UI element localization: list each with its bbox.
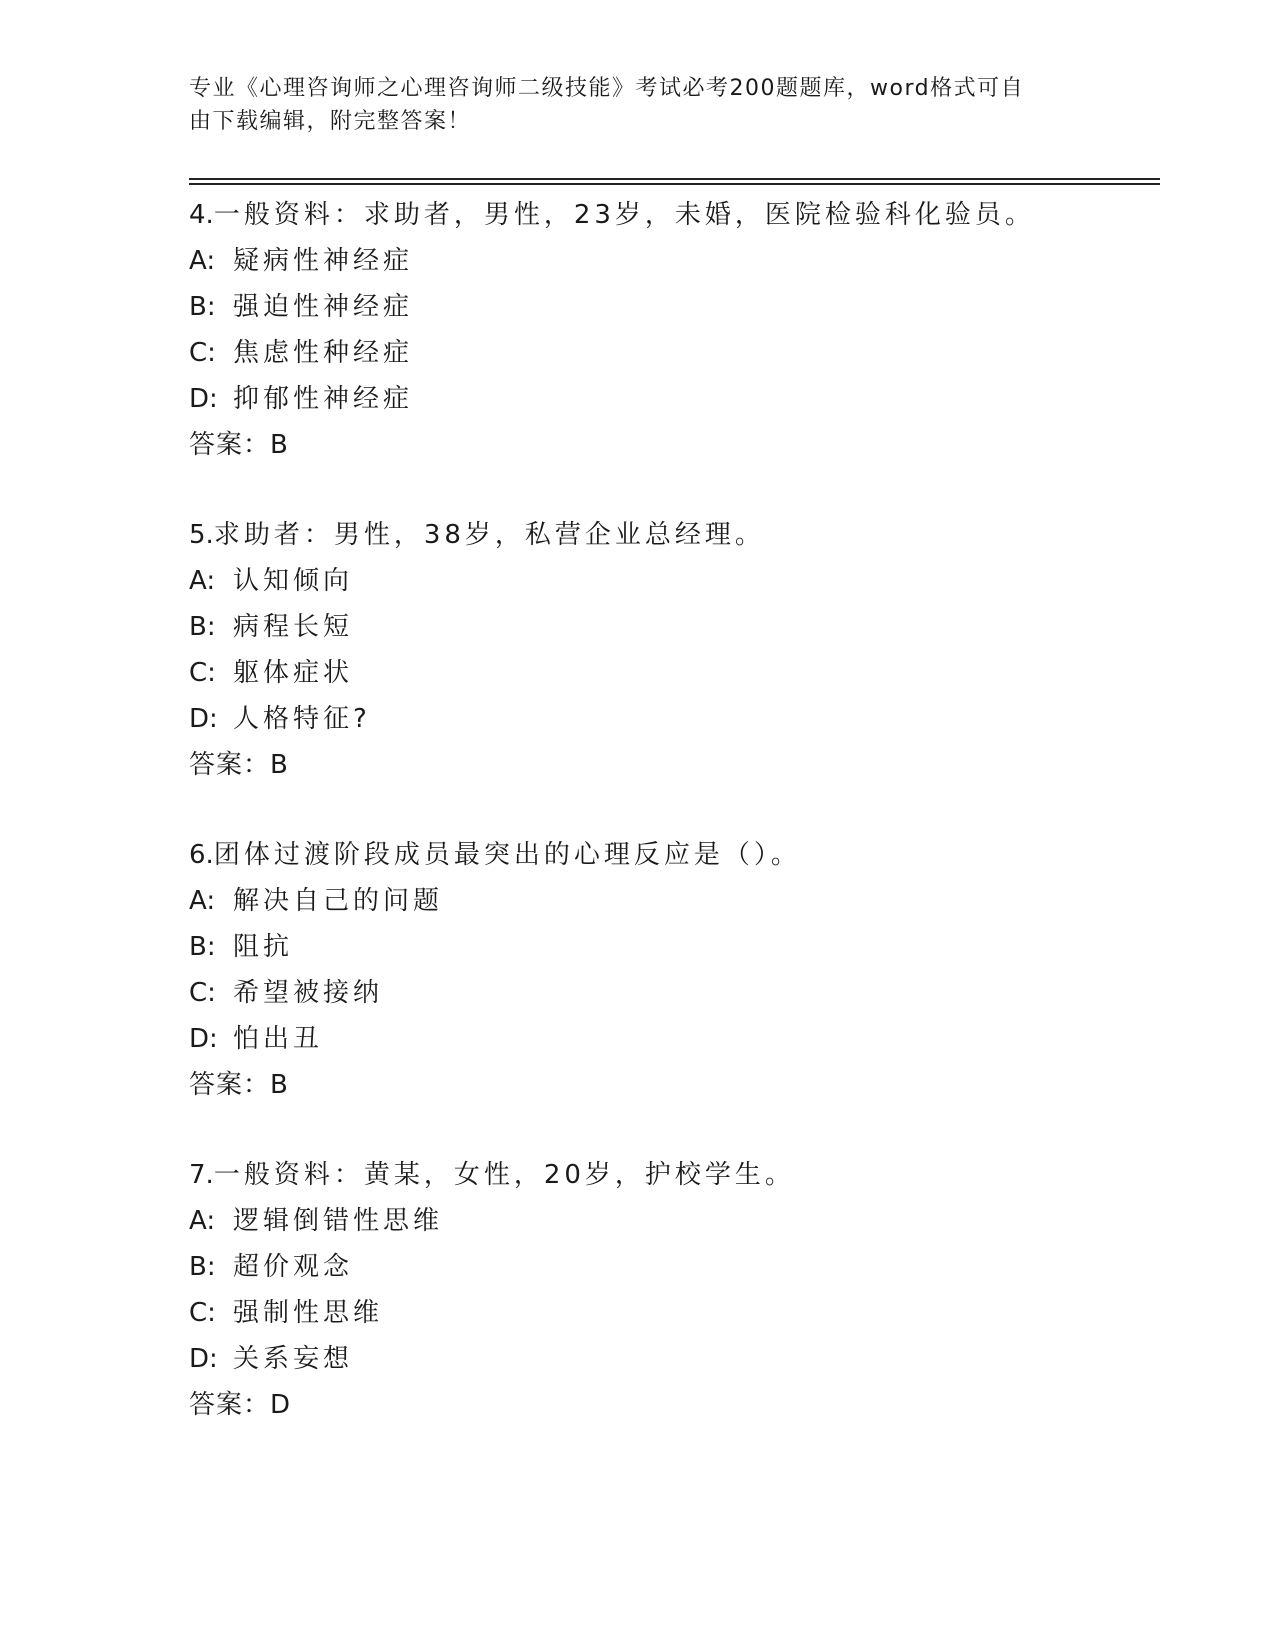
option-key: A: bbox=[189, 246, 216, 276]
option-text: 强制性思维 bbox=[233, 1298, 384, 1328]
option-key: B: bbox=[189, 292, 216, 322]
option-d bbox=[189, 1336, 1189, 1382]
header-line-2: 由下载编辑，附完整答案！ bbox=[189, 109, 472, 134]
option-d bbox=[189, 376, 1189, 422]
answer-line: 答案：B bbox=[189, 750, 289, 780]
question-text: 团体过渡阶段成员最突出的心理反应是（）。 bbox=[213, 840, 801, 870]
option-key: A: bbox=[189, 566, 216, 596]
option-text: 超价观念 bbox=[233, 1252, 354, 1282]
option-c bbox=[189, 970, 1189, 1016]
option-key: D: bbox=[189, 384, 218, 414]
question-stem bbox=[189, 832, 1189, 878]
document-header bbox=[189, 72, 1089, 138]
option-b bbox=[189, 1244, 1189, 1290]
header-line-1: 专业《心理咨询师之心理咨询师二级技能》考试必考200题题库，word格式可自 bbox=[189, 76, 1025, 101]
option-text: 怕出丑 bbox=[233, 1024, 324, 1054]
option-text: 焦虑性种经症 bbox=[233, 338, 414, 368]
question-number: 4. bbox=[189, 200, 214, 230]
option-key: B: bbox=[189, 612, 216, 642]
answer-line: 答案：B bbox=[189, 1070, 289, 1100]
option-key: D: bbox=[189, 1344, 218, 1374]
option-c bbox=[189, 1290, 1189, 1336]
question-stem bbox=[189, 512, 1189, 558]
question-text: 一般资料：黄某，女性，20岁，护校学生。 bbox=[213, 1160, 795, 1190]
option-key: C: bbox=[189, 978, 216, 1008]
option-text: 逻辑倒错性思维 bbox=[233, 1206, 444, 1236]
option-key: A: bbox=[189, 1206, 216, 1236]
option-text: 抑郁性神经症 bbox=[233, 384, 414, 414]
question-5 bbox=[189, 512, 1189, 788]
option-b bbox=[189, 284, 1189, 330]
option-key: D: bbox=[189, 1024, 218, 1054]
option-text: 病程长短 bbox=[233, 612, 354, 642]
question-stem bbox=[189, 192, 1189, 238]
option-key: C: bbox=[189, 1298, 216, 1328]
option-c bbox=[189, 330, 1189, 376]
option-d bbox=[189, 696, 1189, 742]
option-text: 解决自己的问题 bbox=[233, 886, 444, 916]
question-text: 求助者：男性，38岁，私营企业总经理。 bbox=[213, 520, 765, 550]
option-text: 疑病性神经症 bbox=[233, 246, 414, 276]
option-key: D: bbox=[189, 704, 218, 734]
option-c bbox=[189, 650, 1189, 696]
header-divider-bottom bbox=[189, 183, 1160, 185]
question-7 bbox=[189, 1152, 1189, 1428]
answer-line: 答案：D bbox=[189, 1390, 292, 1420]
option-key: B: bbox=[189, 932, 216, 962]
option-a bbox=[189, 238, 1189, 284]
question-4 bbox=[189, 192, 1189, 468]
option-text: 人格特征? bbox=[233, 704, 371, 734]
option-key: C: bbox=[189, 338, 216, 368]
question-number: 6. bbox=[189, 840, 214, 870]
option-text: 认知倾向 bbox=[233, 566, 354, 596]
option-key: C: bbox=[189, 658, 216, 688]
option-text: 强迫性神经症 bbox=[233, 292, 414, 322]
option-a bbox=[189, 1198, 1189, 1244]
option-key: A: bbox=[189, 886, 216, 916]
option-text: 阻抗 bbox=[233, 932, 294, 962]
question-number: 5. bbox=[189, 520, 214, 550]
option-text: 躯体症状 bbox=[233, 658, 354, 688]
answer-line: 答案：B bbox=[189, 430, 289, 460]
question-text: 一般资料：求助者，男性，23岁，未婚，医院检验科化验员。 bbox=[213, 200, 1035, 230]
header-divider-top bbox=[189, 178, 1160, 180]
option-d bbox=[189, 1016, 1189, 1062]
option-a bbox=[189, 558, 1189, 604]
option-b bbox=[189, 924, 1189, 970]
option-text: 关系妄想 bbox=[233, 1344, 354, 1374]
question-stem bbox=[189, 1152, 1189, 1198]
option-text: 希望被接纳 bbox=[233, 978, 384, 1008]
option-key: B: bbox=[189, 1252, 216, 1282]
question-6 bbox=[189, 832, 1189, 1108]
question-number: 7. bbox=[189, 1160, 214, 1190]
option-b bbox=[189, 604, 1189, 650]
option-a bbox=[189, 878, 1189, 924]
